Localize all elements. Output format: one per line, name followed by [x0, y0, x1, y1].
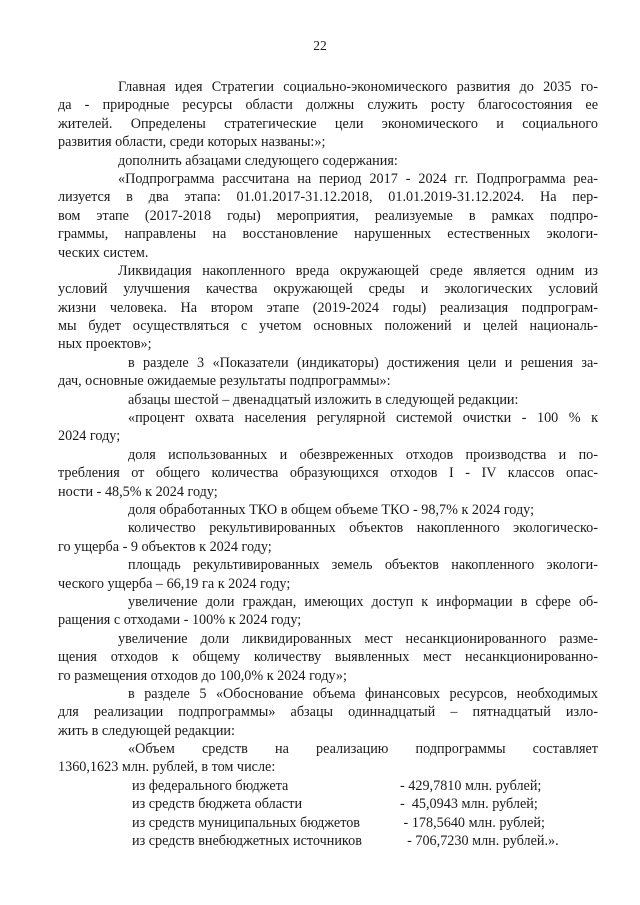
page-number: 22: [313, 38, 327, 53]
text-line: ности - 48,5% к 2024 году;: [58, 483, 218, 500]
text-line: го ущерба - 9 объектов к 2024 году;: [58, 538, 272, 555]
text-line: Ликвидация накопленного вреда окружающей среде является одним из: [118, 262, 598, 279]
text-line: жизни человека. На втором этапе (2019-2024 годы) реализация подпрограм-: [58, 299, 598, 316]
text-line: дополнить абзацами следующего содержания:: [118, 152, 398, 169]
budget-amount: - 706,7230 млн. рублей.».: [400, 833, 559, 850]
text-line: жить в следующей редакции:: [58, 722, 235, 739]
text-line: 2024 году;: [58, 428, 121, 445]
text-line: го размещения отходов до 100,0% к 2024 году»;: [58, 667, 347, 684]
text-line: мы будет осуществляться с учетом основных положений и целей националь-: [58, 318, 598, 335]
text-line: увеличение доли граждан, имеющих доступ к информации в сфере об-: [128, 593, 598, 610]
text-line: площадь рекультивированных земель объектов накопленного экологи-: [128, 557, 598, 574]
budget-source-label: из федерального бюджета: [132, 777, 289, 794]
text-line: дач, основные ожидаемые результаты подпрограммы»:: [58, 373, 391, 390]
text-line: «Подпрограмма рассчитана на период 2017 - 2024 гг. Подпрограмма реа-: [118, 170, 598, 187]
text-line: доля обработанных ТКО в общем объеме ТКО - 98,7% к 2024 году;: [128, 501, 535, 518]
budget-row: [118, 814, 598, 832]
budget-list: [118, 777, 598, 851]
budget-row: [118, 795, 598, 813]
text-line: для реализации подпрограммы» абзацы одиннадцатый – пятнадцатый излo-: [58, 704, 598, 721]
text-line: абзацы шестой – двенадцатый изложить в следующей редакции:: [128, 391, 519, 408]
text-line: ческих систем.: [58, 244, 149, 261]
text-line: да - природные ресурсы области должны служить росту благосостояния ее: [58, 97, 598, 114]
text-line: в разделе 3 «Показатели (индикаторы) достижения цели и решения за-: [128, 354, 598, 371]
budget-row: [118, 832, 598, 850]
text-line: в разделе 5 «Обоснование объема финансовых ресурсов, необходимых: [128, 685, 598, 702]
text-line: условий улучшения качества окружающей среды и экологических условий: [58, 281, 598, 298]
text-line: развития области, среди которых названы:»;: [58, 134, 326, 151]
body-text: [58, 78, 598, 777]
budget-source-label: из средств бюджета области: [132, 796, 303, 813]
budget-amount: - 45,0943 млн. рублей;: [400, 796, 538, 813]
text-line: ческого ущерба – 66,19 га к 2024 году;: [58, 575, 291, 592]
budget-row: [118, 777, 598, 795]
text-line: количество рекультивированных объектов накопленного экологическо-: [128, 520, 598, 537]
text-line: жителей. Определены стратегические цели экономического и социального: [58, 115, 598, 132]
text-line: «процент охвата населения регулярной системой очистки - 100 % к: [128, 410, 598, 427]
budget-source-label: из средств муниципальных бюджетов: [132, 814, 361, 831]
budget-source-label: из средств внебюджетных источников: [132, 833, 362, 850]
text-line: увеличение доли ликвидированных мест несанкционированного разме-: [118, 630, 598, 647]
text-line: «Объем средств на реализацию подпрограммы составляет: [128, 741, 598, 758]
document-body: [58, 78, 598, 850]
text-line: 1360,1623 млн. рублей, в том числе:: [58, 759, 276, 776]
text-line: щения отходов к общему количеству выявленных мест несанкционированно-: [58, 649, 598, 666]
text-line: Главная идея Стратегии социально-экономического развития до 2035 го-: [118, 79, 598, 95]
budget-amount: - 429,7810 млн. рублей;: [400, 777, 542, 794]
text-line: граммы, направлены на восстановление нарушенных естественных экологи-: [58, 226, 598, 243]
text-line: ращения с отходами - 100% к 2024 году;: [58, 612, 302, 629]
budget-amount: - 178,5640 млн. рублей;: [400, 814, 545, 831]
text-line: доля использованных и обезвреженных отходов производства и по-: [128, 446, 598, 463]
text-line: вом этапе (2017-2018 годы) мероприятия, реализуемые в рамках подпро-: [58, 207, 598, 224]
text-line: требления от общего количества образующихся отходов I - IV классов опас-: [58, 465, 598, 482]
text-line: лизуется в два этапа: 01.01.2017-31.12.2018, 01.01.2019-31.12.2024. На пер-: [58, 189, 598, 206]
text-line: ных проектов»;: [58, 336, 152, 353]
